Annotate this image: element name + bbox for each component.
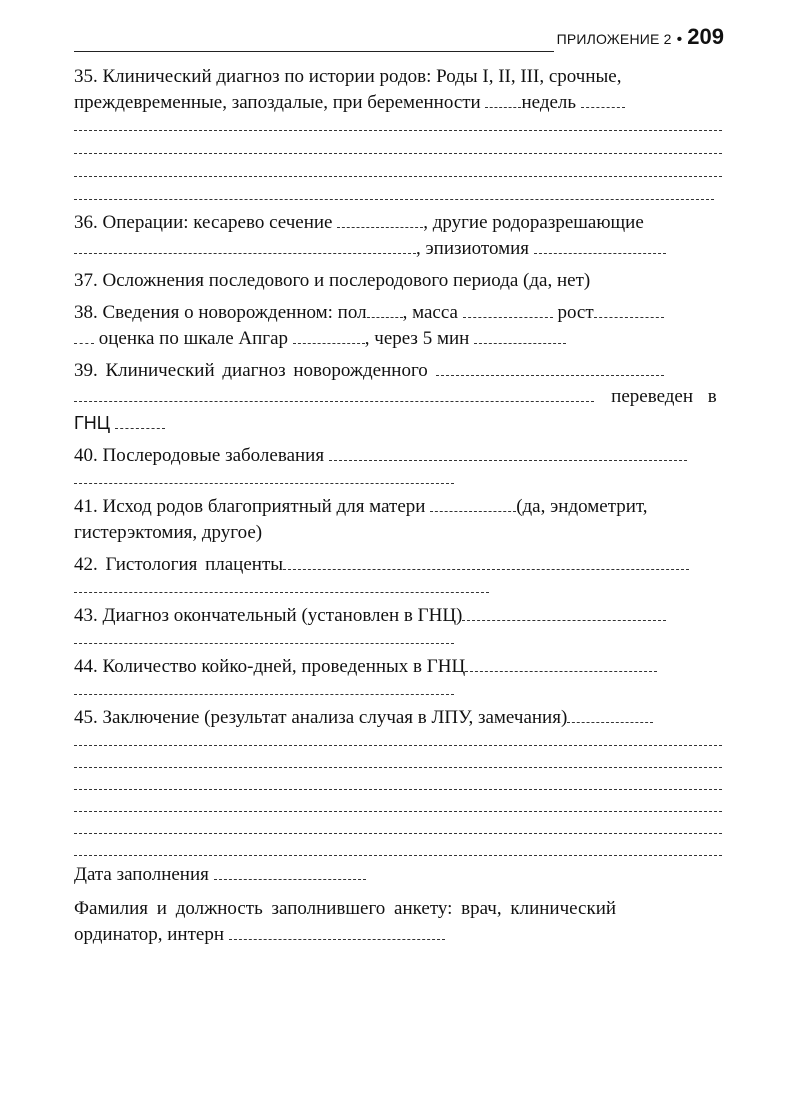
- item-43: [74, 603, 724, 629]
- signature-text-2: ординатор, интерн: [74, 924, 224, 945]
- apgar-5min-label: , через 5 мин: [364, 328, 470, 349]
- item-39-text: 39. Клинический диагноз новорожденного: [74, 360, 428, 381]
- item-35-line-1: [74, 64, 724, 90]
- postpartum-diseases-field[interactable]: [329, 459, 687, 461]
- header-rule: [74, 51, 554, 52]
- item-41-line-1: [74, 494, 724, 520]
- item-42: [74, 552, 724, 578]
- header-bullet: •: [676, 31, 683, 48]
- item-43-text: 43. Диагноз окончательный (установлен в ГНЦ): [74, 605, 463, 626]
- weeks-field[interactable]: [485, 106, 521, 108]
- transferred-label: переведен в: [611, 386, 717, 407]
- item-41-text: 41. Исход родов благоприятный для матери: [74, 496, 426, 517]
- item-39-line-2: [74, 384, 724, 410]
- weeks-count-field[interactable]: [581, 106, 625, 108]
- episiotomy-field[interactable]: [534, 252, 666, 254]
- other-operations-field[interactable]: [74, 252, 416, 254]
- appendix-label: ПРИЛОЖЕНИЕ 2: [556, 31, 672, 47]
- apgar-5min-field[interactable]: [474, 342, 566, 344]
- item-44-text: 44. Количество койко-дней, проведенных в ГНЦ: [74, 656, 466, 677]
- answer-line[interactable]: [74, 694, 454, 695]
- newborn-diagnosis-field[interactable]: [436, 374, 664, 376]
- item-45: [74, 705, 724, 731]
- outcome-field[interactable]: [430, 510, 516, 512]
- date-field[interactable]: [214, 878, 366, 880]
- item-38-line-2: [74, 326, 724, 352]
- item-35-line-2: [74, 90, 724, 116]
- answer-line[interactable]: [74, 855, 722, 856]
- apgar-label: оценка по шкале Апгар: [98, 328, 289, 349]
- answer-line[interactable]: [74, 643, 454, 644]
- mass-label: , масса: [402, 302, 458, 323]
- page-number: 209: [687, 24, 724, 49]
- item-39-line-3: [74, 410, 724, 437]
- sex-field[interactable]: [367, 316, 403, 318]
- signature-line-2: [74, 922, 724, 948]
- placenta-histology-field[interactable]: [283, 568, 689, 570]
- item-41-line-2: [74, 520, 724, 546]
- item-36-line-1: [74, 210, 724, 236]
- item-36-text-2: , другие родоразрешающие: [423, 212, 644, 233]
- item-39-line-1: [74, 358, 724, 384]
- signature-field[interactable]: [229, 938, 445, 940]
- conclusion-field[interactable]: [567, 721, 653, 723]
- outcome-options-2: гистерэктомия, другое): [74, 522, 263, 543]
- transferred-field[interactable]: [115, 427, 165, 429]
- weeks-label: недель: [521, 92, 577, 113]
- form-body: [74, 64, 724, 948]
- outcome-options: (да, эндометрит,: [516, 496, 648, 517]
- header-label: [557, 24, 724, 50]
- date-label: Дата заполнения: [74, 864, 209, 885]
- item-44: [74, 654, 724, 680]
- cesarean-field[interactable]: [337, 226, 423, 228]
- answer-line[interactable]: [74, 483, 454, 484]
- item-36-line-2: [74, 236, 724, 262]
- date-line: [74, 862, 724, 888]
- height-field-cont[interactable]: [74, 342, 94, 344]
- item-35-text-2: преждевременные, запоздалые, при беременности: [74, 92, 481, 113]
- bed-days-field[interactable]: [465, 670, 657, 672]
- signature-line-1: [74, 896, 724, 922]
- item-42-text: 42. Гистология плаценты: [74, 554, 284, 575]
- height-label: рост: [557, 302, 594, 323]
- item-35-text: 35. Клинический диагноз по истории родов: Роды I, II, III, срочные,: [74, 66, 622, 87]
- signature-text: Фамилия и должность заполнившего анкету: врач, клинический: [74, 898, 617, 919]
- item-36-text: 36. Операции: кесарево сечение: [74, 212, 333, 233]
- gnc-label: ГНЦ: [74, 413, 111, 433]
- answer-line[interactable]: [74, 199, 714, 200]
- height-field[interactable]: [594, 316, 664, 318]
- episiotomy-label: , эпизиотомия: [416, 238, 530, 259]
- item-40: [74, 443, 724, 469]
- running-header: [72, 14, 724, 50]
- apgar-field[interactable]: [293, 342, 365, 344]
- item-40-text: 40. Послеродовые заболевания: [74, 445, 325, 466]
- mass-field[interactable]: [463, 316, 553, 318]
- final-diagnosis-field[interactable]: [462, 619, 666, 621]
- item-38-text: 38. Сведения о новорожденном: пол: [74, 302, 367, 323]
- item-37: [74, 268, 724, 294]
- item-38-line-1: [74, 300, 724, 326]
- newborn-diagnosis-field-cont[interactable]: [74, 400, 594, 402]
- item-45-text: 45. Заключение (результат анализа случая в ЛПУ, замечания): [74, 707, 568, 728]
- answer-line[interactable]: [74, 592, 489, 593]
- item-37-text: 37. Осложнения последового и послеродового периода (да, нет): [74, 270, 591, 291]
